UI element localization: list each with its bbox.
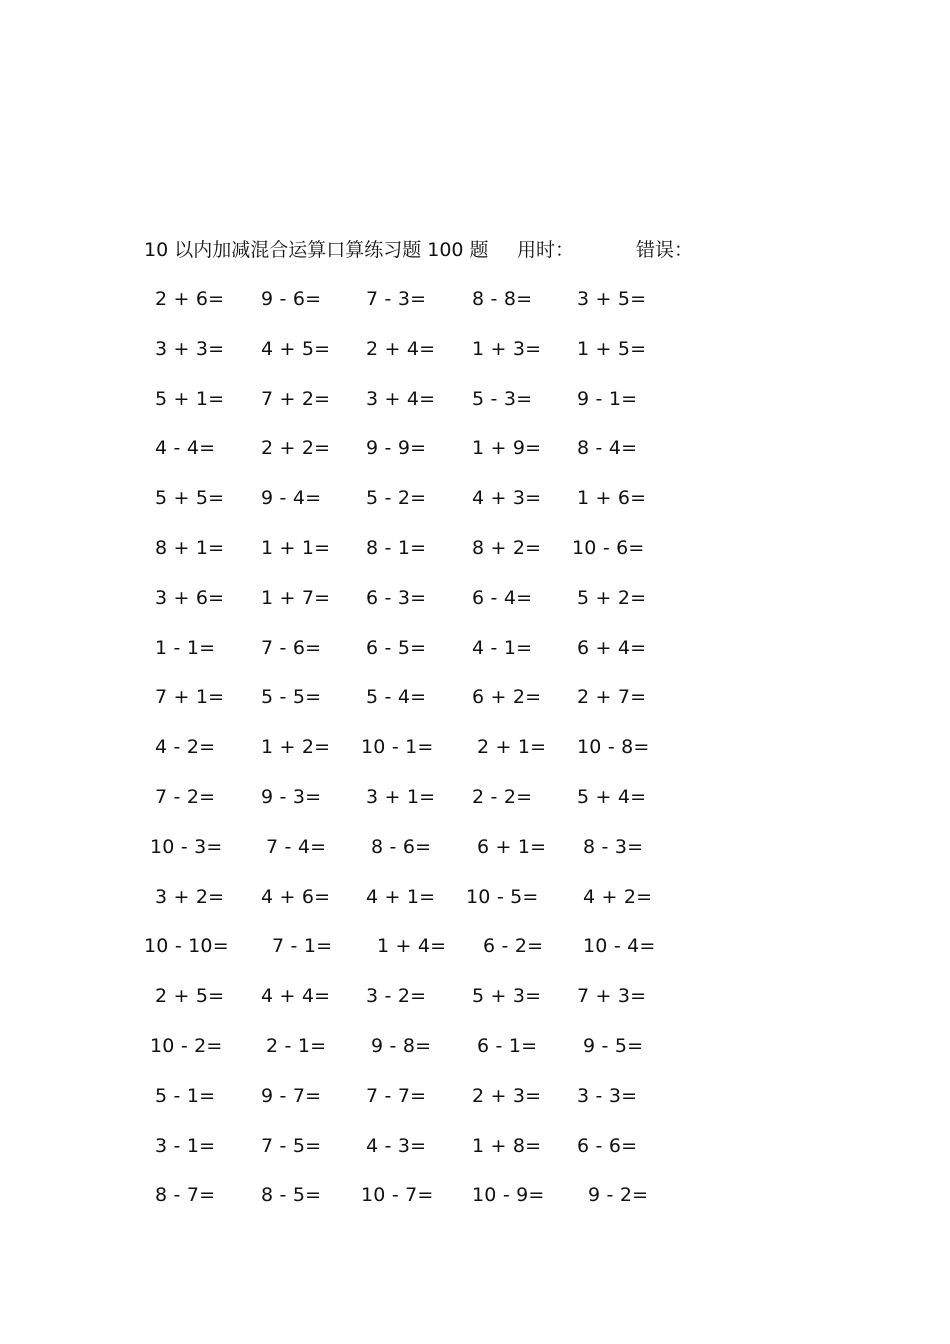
problem-row	[0, 982, 950, 1010]
problem-item: 3 + 6=	[155, 586, 225, 609]
problem-item: 10 - 5=	[466, 885, 539, 908]
problem-row	[0, 534, 950, 562]
problem-item: 1 + 6=	[577, 487, 647, 510]
worksheet-title: 10 以内加减混合运算口算练习题 100 题	[144, 239, 489, 261]
problem-item: 1 + 5=	[577, 337, 647, 360]
problem-item: 7 + 2=	[261, 387, 331, 410]
problem-item: 2 + 5=	[155, 985, 225, 1008]
problem-item: 7 - 4=	[266, 835, 327, 858]
problem-item: 2 + 1=	[477, 736, 547, 759]
problem-row	[0, 634, 950, 662]
problem-item: 5 - 1=	[155, 1084, 216, 1107]
problem-item: 4 + 2=	[583, 885, 653, 908]
problem-item: 10 - 2=	[150, 1035, 223, 1057]
problem-item: 5 + 4=	[577, 786, 647, 808]
problem-item: 9 - 2=	[588, 1184, 649, 1207]
problem-item: 7 - 7=	[366, 1084, 427, 1107]
problem-item: 1 + 1=	[261, 537, 331, 559]
problem-item: 10 - 4=	[583, 935, 656, 958]
problem-item: 1 - 1=	[155, 636, 216, 659]
problem-item: 6 + 4=	[577, 636, 647, 659]
problem-item: 6 - 5=	[366, 636, 427, 659]
problem-item: 9 - 4=	[261, 487, 322, 510]
problem-item: 2 + 6=	[155, 288, 225, 310]
problem-item: 8 - 3=	[583, 835, 644, 858]
problem-item: 8 - 4=	[577, 437, 638, 460]
problem-item: 10 - 1=	[361, 736, 434, 759]
problem-item: 10 - 7=	[361, 1184, 434, 1207]
problem-row	[0, 385, 950, 413]
problem-item: 1 + 9=	[472, 437, 542, 460]
problem-row	[0, 335, 950, 363]
problem-row	[0, 584, 950, 612]
problem-item: 5 - 2=	[366, 487, 427, 510]
problem-item: 9 - 1=	[577, 387, 638, 410]
problem-item: 5 + 1=	[155, 387, 225, 410]
problem-row	[0, 1181, 950, 1209]
problem-item: 2 + 2=	[261, 437, 331, 460]
problem-item: 3 - 3=	[577, 1084, 638, 1107]
problem-item: 4 - 4=	[155, 437, 216, 460]
problem-item: 6 - 1=	[477, 1035, 538, 1057]
problem-item: 9 - 3=	[261, 786, 322, 808]
problem-item: 4 + 4=	[261, 985, 331, 1008]
problem-item: 5 + 5=	[155, 487, 225, 510]
problem-item: 9 - 6=	[261, 288, 322, 310]
problem-item: 10 - 3=	[150, 835, 223, 858]
problem-item: 3 - 2=	[366, 985, 427, 1008]
problem-item: 1 + 8=	[472, 1134, 542, 1157]
problem-item: 10 - 10=	[144, 935, 229, 958]
problem-item: 4 - 2=	[155, 736, 216, 759]
problem-item: 9 - 5=	[583, 1035, 644, 1057]
problem-item: 10 - 6=	[572, 537, 645, 559]
problem-row	[0, 783, 950, 811]
problem-item: 3 + 4=	[366, 387, 436, 410]
problem-item: 8 + 1=	[155, 537, 225, 559]
problem-item: 7 - 6=	[261, 636, 322, 659]
problem-item: 3 + 5=	[577, 288, 647, 310]
problem-item: 5 - 4=	[366, 686, 427, 709]
problem-item: 8 - 8=	[472, 288, 533, 310]
problem-item: 1 + 7=	[261, 586, 331, 609]
problem-item: 1 + 2=	[261, 736, 331, 759]
problem-item: 2 + 3=	[472, 1084, 542, 1107]
problem-item: 6 + 2=	[472, 686, 542, 709]
problem-row	[0, 883, 950, 911]
problem-item: 7 - 3=	[366, 288, 427, 310]
problem-item: 6 - 2=	[483, 935, 544, 958]
problem-item: 4 - 1=	[472, 636, 533, 659]
time-used-label: 用时：	[517, 239, 575, 261]
problem-item: 7 + 3=	[577, 985, 647, 1008]
problem-item: 8 - 5=	[261, 1184, 322, 1207]
problem-row	[0, 434, 950, 462]
problem-item: 4 + 3=	[472, 487, 542, 510]
problem-item: 8 + 2=	[472, 537, 542, 559]
problem-row	[0, 1132, 950, 1160]
problem-row	[0, 1032, 950, 1060]
problem-item: 2 + 7=	[577, 686, 647, 709]
problem-item: 5 - 3=	[472, 387, 533, 410]
problem-item: 3 + 3=	[155, 337, 225, 360]
problem-item: 2 + 4=	[366, 337, 436, 360]
problem-item: 1 + 4=	[377, 935, 447, 958]
problem-item: 6 - 6=	[577, 1134, 638, 1157]
problem-item: 3 + 2=	[155, 885, 225, 908]
problem-item: 7 - 2=	[155, 786, 216, 808]
problem-item: 7 + 1=	[155, 686, 225, 709]
problem-item: 8 - 7=	[155, 1184, 216, 1207]
errors-label: 错误：	[636, 239, 694, 261]
problem-item: 9 - 9=	[366, 437, 427, 460]
problem-item: 6 + 1=	[477, 835, 547, 858]
problem-item: 8 - 6=	[371, 835, 432, 858]
problem-item: 9 - 7=	[261, 1084, 322, 1107]
problem-item: 7 - 1=	[272, 935, 333, 958]
problem-item: 5 + 2=	[577, 586, 647, 609]
problem-row	[0, 285, 950, 313]
problem-item: 5 - 5=	[261, 686, 322, 709]
problem-row	[0, 932, 950, 960]
problem-item: 2 - 1=	[266, 1035, 327, 1057]
problem-item: 1 + 3=	[472, 337, 542, 360]
problem-item: 7 - 5=	[261, 1134, 322, 1157]
problem-row	[0, 683, 950, 711]
problem-item: 8 - 1=	[366, 537, 427, 559]
problem-row	[0, 484, 950, 512]
problem-item: 4 - 3=	[366, 1134, 427, 1157]
problem-item: 4 + 6=	[261, 885, 331, 908]
problem-item: 5 + 3=	[472, 985, 542, 1008]
problem-item: 10 - 9=	[472, 1184, 545, 1207]
problem-row	[0, 1082, 950, 1110]
problem-row	[0, 833, 950, 861]
problem-item: 2 - 2=	[472, 786, 533, 808]
problem-item: 3 + 1=	[366, 786, 436, 808]
problem-item: 4 + 5=	[261, 337, 331, 360]
problem-item: 4 + 1=	[366, 885, 436, 908]
problem-item: 6 - 4=	[472, 586, 533, 609]
problem-item: 6 - 3=	[366, 586, 427, 609]
problem-row	[0, 733, 950, 761]
problem-item: 10 - 8=	[577, 736, 650, 759]
problem-item: 9 - 8=	[371, 1035, 432, 1057]
problem-item: 3 - 1=	[155, 1134, 216, 1157]
